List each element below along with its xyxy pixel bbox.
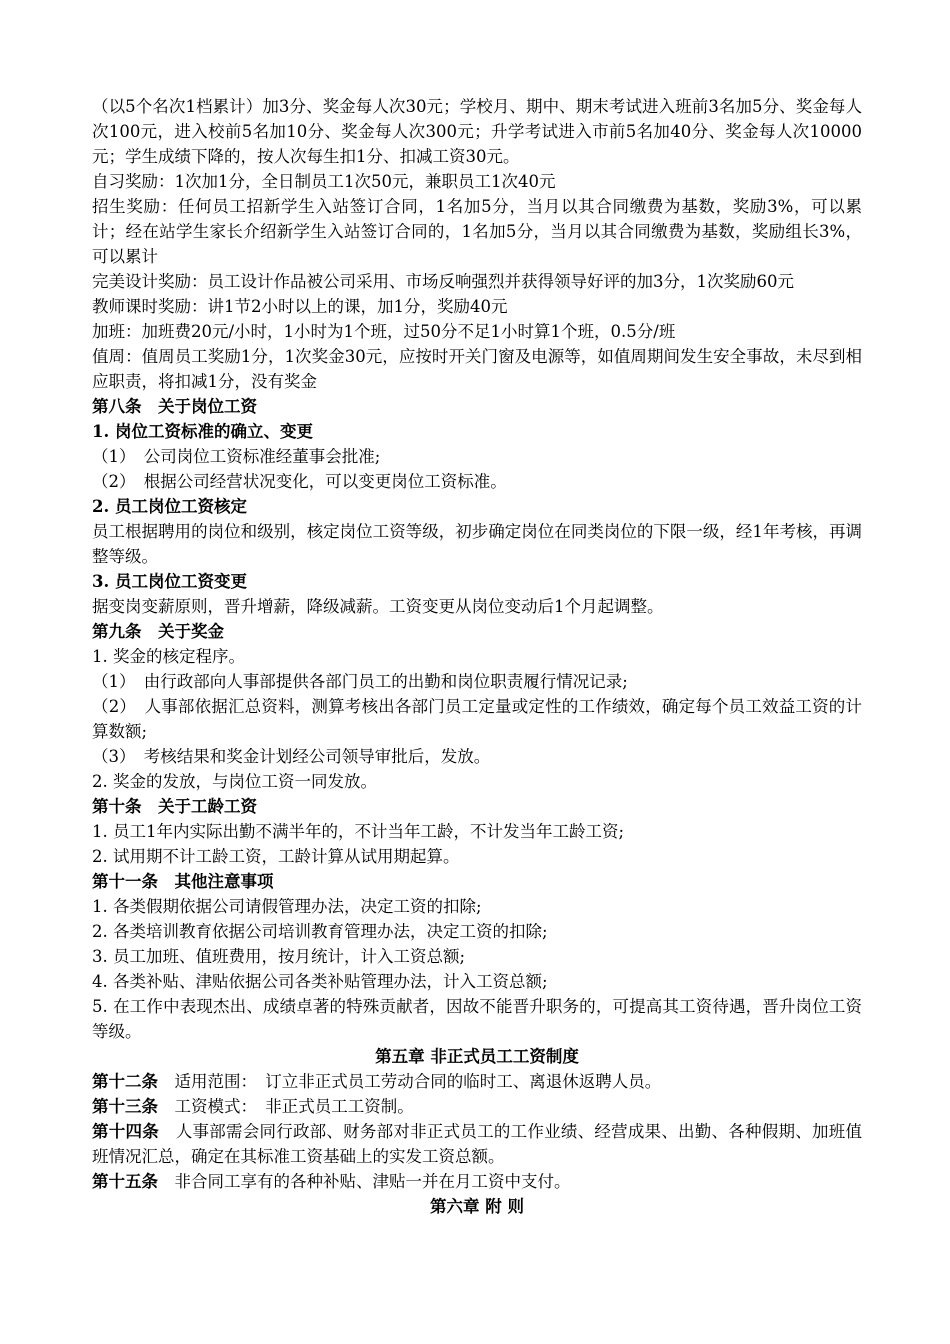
paragraph-weekly-duty: 值周：值周员工奖励1分，1次奖金30元，应按时开关门窗及电源等，如值周期间发生安全事故，未尽到相应职责，将扣减1分，没有奖金 xyxy=(92,347,862,391)
article-8-section-2-heading: 2. 员工岗位工资核定 xyxy=(92,497,247,516)
article-14-label: 第十四条 xyxy=(92,1122,159,1141)
article-9-item: （3） 考核结果和奖金计划经公司领导审批后，发放。 xyxy=(92,747,491,766)
article-13 xyxy=(92,1094,862,1119)
article-12-label: 第十二条 xyxy=(92,1072,158,1091)
document-page xyxy=(92,94,862,1219)
paragraph-overtime: 加班：加班费20元/小时，1小时为1个班，过50分不足1小时算1个班，0.5分/班 xyxy=(92,322,676,341)
article-15-text: 非合同工享有的各种补贴、津贴一并在月工资中支付。 xyxy=(158,1172,571,1191)
article-11-item: 5. 在工作中表现杰出、成绩卓著的特殊贡献者，因故不能晋升职务的，可提高其工资待遇，晋升岗位工资等级。 xyxy=(92,997,862,1041)
article-8-item: （1） 公司岗位工资标准经董事会批准; xyxy=(92,447,381,466)
article-9-heading: 第九条 关于奖金 xyxy=(92,622,224,641)
article-11-heading: 第十一条 其他注意事项 xyxy=(92,872,274,891)
article-8-item: （2） 根据公司经营状况变化，可以变更岗位工资标准。 xyxy=(92,472,507,491)
article-13-label: 第十三条 xyxy=(92,1097,158,1116)
paragraph-enrollment-bonus: 招生奖励：任何员工招新学生入站签订合同，1名加5分，当月以其合同缴费为基数，奖励3%，可以累计；经在站学生家长介绍新学生入站签订合同的，1名加5分，当月以其合同缴费为基数，奖励组长3%，可以累计 xyxy=(92,197,862,266)
article-14-text: 人事部需会同行政部、财务部对非正式员工的工作业绩、经营成果、出勤、各种假期、加班值班情况汇总，确定在其标准工资基础上的实发工资总额。 xyxy=(92,1122,863,1166)
article-15-label: 第十五条 xyxy=(92,1172,158,1191)
article-13-text: 工资模式： 非正式员工工资制。 xyxy=(158,1097,414,1116)
article-8-heading: 第八条 关于岗位工资 xyxy=(92,397,257,416)
article-11-item: 2. 各类培训教育依据公司培训教育管理办法，决定工资的扣除; xyxy=(92,922,548,941)
paragraph-ranking-bonus: （以5个名次1档累计）加3分、奖金每人次30元；学校月、期中、期末考试进入班前3名加5分、奖金每人次100元，进入校前5名加10分、奖金每人次300元；升学考试进入市前5名加40分、奖金每人次10000元；学生成绩下降的，按人次每生扣1分、扣减工资30元。 xyxy=(92,97,862,166)
chapter-6-title: 第六章 附 则 xyxy=(430,1197,524,1216)
article-9-item: 2. 奖金的发放，与岗位工资一同发放。 xyxy=(92,772,377,791)
article-10-heading: 第十条 关于工龄工资 xyxy=(92,797,257,816)
article-12-text: 适用范围： 订立非正式员工劳动合同的临时工、离退休返聘人员。 xyxy=(158,1072,662,1091)
article-11-item: 3. 员工加班、值班费用，按月统计，计入工资总额; xyxy=(92,947,466,966)
article-11-item: 4. 各类补贴、津贴依据公司各类补贴管理办法，计入工资总额; xyxy=(92,972,548,991)
paragraph-study-bonus: 自习奖励：1次加1分，全日制员工1次50元，兼职员工1次40元 xyxy=(92,172,556,191)
paragraph-design-bonus: 完美设计奖励：员工设计作品被公司采用、市场反响强烈并获得领导好评的加3分，1次奖励60元 xyxy=(92,272,794,291)
article-10-item: 2. 试用期不计工龄工资，工龄计算从试用期起算。 xyxy=(92,847,460,866)
article-9-item: （2） 人事部依据汇总资料，测算考核出各部门员工定量或定性的工作绩效，确定每个员工效益工资的计算数额; xyxy=(92,697,862,741)
chapter-5-title: 第五章 非正式员工工资制度 xyxy=(375,1047,579,1066)
article-11-item: 1. 各类假期依据公司请假管理办法，决定工资的扣除; xyxy=(92,897,482,916)
article-8-section-3-text: 据变岗变薪原则，晋升增薪，降级减薪。工资变更从岗位变动后1个月起调整。 xyxy=(92,597,664,616)
article-14 xyxy=(92,1119,862,1169)
article-9-item: 1. 奖金的核定程序。 xyxy=(92,647,245,666)
paragraph-lesson-bonus: 教师课时奖励：讲1节2小时以上的课，加1分，奖励40元 xyxy=(92,297,508,316)
article-9-item: （1） 由行政部向人事部提供各部门员工的出勤和岗位职责履行情况记录; xyxy=(92,672,628,691)
article-10-item: 1. 员工1年内实际出勤不满半年的，不计当年工龄，不计发当年工龄工资; xyxy=(92,822,625,841)
article-15 xyxy=(92,1169,862,1194)
article-8-section-3-heading: 3. 员工岗位工资变更 xyxy=(92,572,247,591)
article-8-section-2-text: 员工根据聘用的岗位和级别，核定岗位工资等级，初步确定岗位在同类岗位的下限一级，经1年考核，再调整等级。 xyxy=(92,522,862,566)
article-8-section-1-heading: 1. 岗位工资标准的确立、变更 xyxy=(92,422,313,441)
article-12 xyxy=(92,1069,862,1094)
